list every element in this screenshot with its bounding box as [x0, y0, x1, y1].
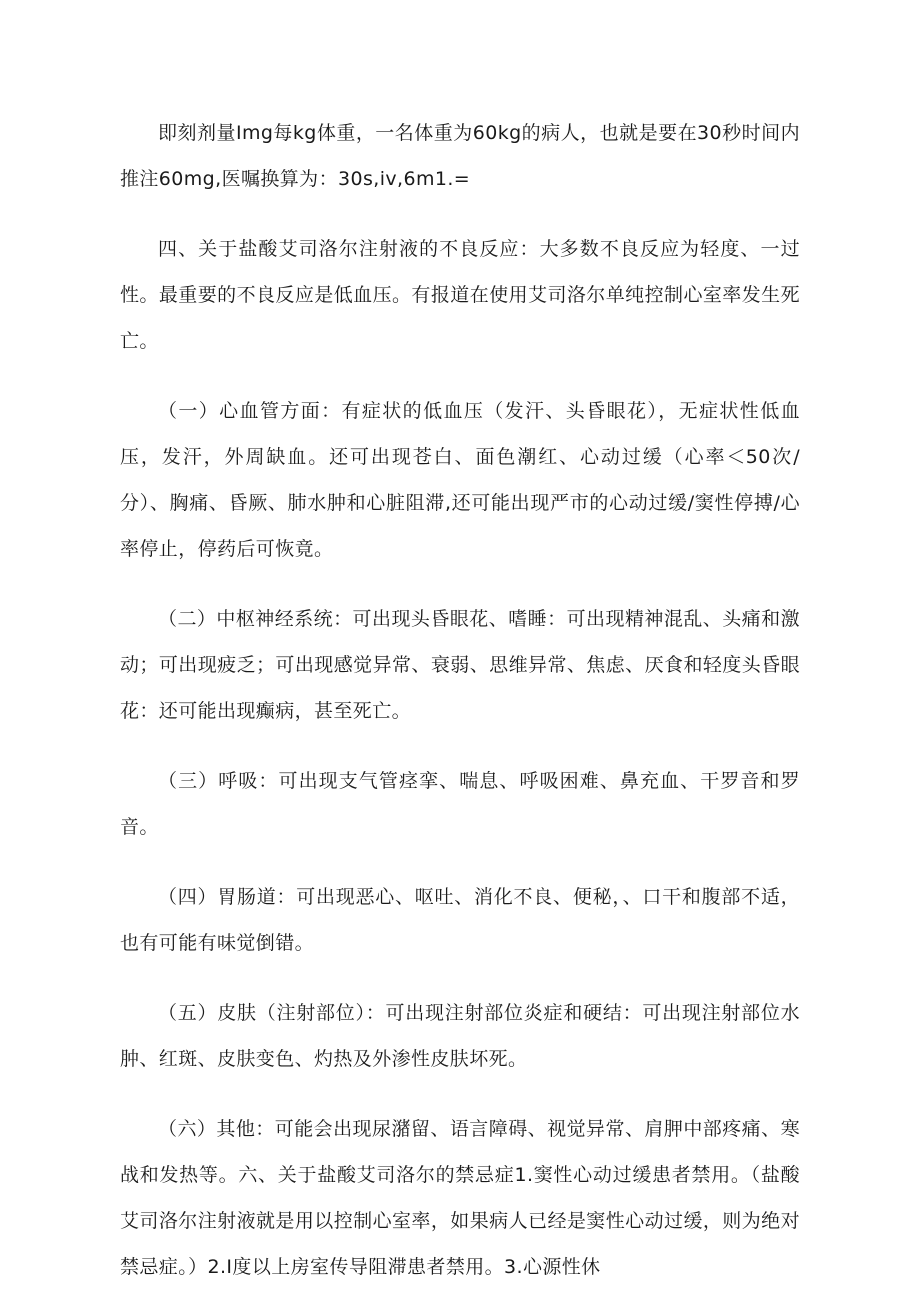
- paragraph-cardiovascular: （一）心血管方面：有症状的低血压（发汗、头昏眼花），无症状性低血压，发汗，外周缺血。还可出现苍白、面色潮红、心动过缓（心率＜50次/分）、胸痛、昏厥、肺水肿和心脏阻滞,还可能出现严市的心动过缓/窦性停搏/心率停止，停药后可恢竟。: [120, 400, 800, 560]
- paragraph-gastrointestinal: （四）胃肠道：可出现恶心、呕吐、消化不良、便秘，、口干和腹部不适，也有可能有味觉倒错。: [120, 886, 800, 954]
- paragraph-dose-calculation: 即刻剂量Img每kg体重，一名体重为60kg的病人，也就是要在30秒时间内推注60mg,医嘱换算为：30s,iv,6m1.=: [120, 122, 800, 190]
- paragraph-respiratory: （三）呼吸：可出现支气管痉挛、喘息、呼吸困难、鼻充血、干罗音和罗音。: [120, 770, 800, 838]
- paragraph-skin-injection-site: （五）皮肤（注射部位）：可出现注射部位炎症和硬结：可出现注射部位水肿、红斑、皮肤变色、灼热及外渗性皮肤坏死。: [120, 1002, 800, 1070]
- document-page: [120, 110, 800, 1314]
- paragraph-adverse-reactions-intro: 四、关于盐酸艾司洛尔注射液的不良反应：大多数不良反应为轻度、一过性。最重要的不良反应是低血压。有报道在使用艾司洛尔单纯控制心室率发生死亡。: [120, 238, 800, 352]
- paragraph-central-nervous-system: （二）中枢神经系统：可出现头昏眼花、嗜睡：可出现精神混乱、头痛和激动；可出现疲乏；可出现感觉异常、衰弱、思维异常、焦虑、厌食和轻度头昏眼花：还可能出现癫病，甚至死亡。: [120, 608, 800, 722]
- paragraph-other-and-contraindications: （六）其他：可能会出现尿潴留、语言障碍、视觉异常、肩胛中部疼痛、寒战和发热等。六、关于盐酸艾司洛尔的禁忌症1.窦性心动过缓患者禁用。（盐酸艾司洛尔注射液就是用以控制心室率，如果病人已经是窦性心动过缓，则为绝对禁忌症。）2.I度以上房室传导阻滞患者禁用。3.心源性休: [120, 1118, 800, 1278]
